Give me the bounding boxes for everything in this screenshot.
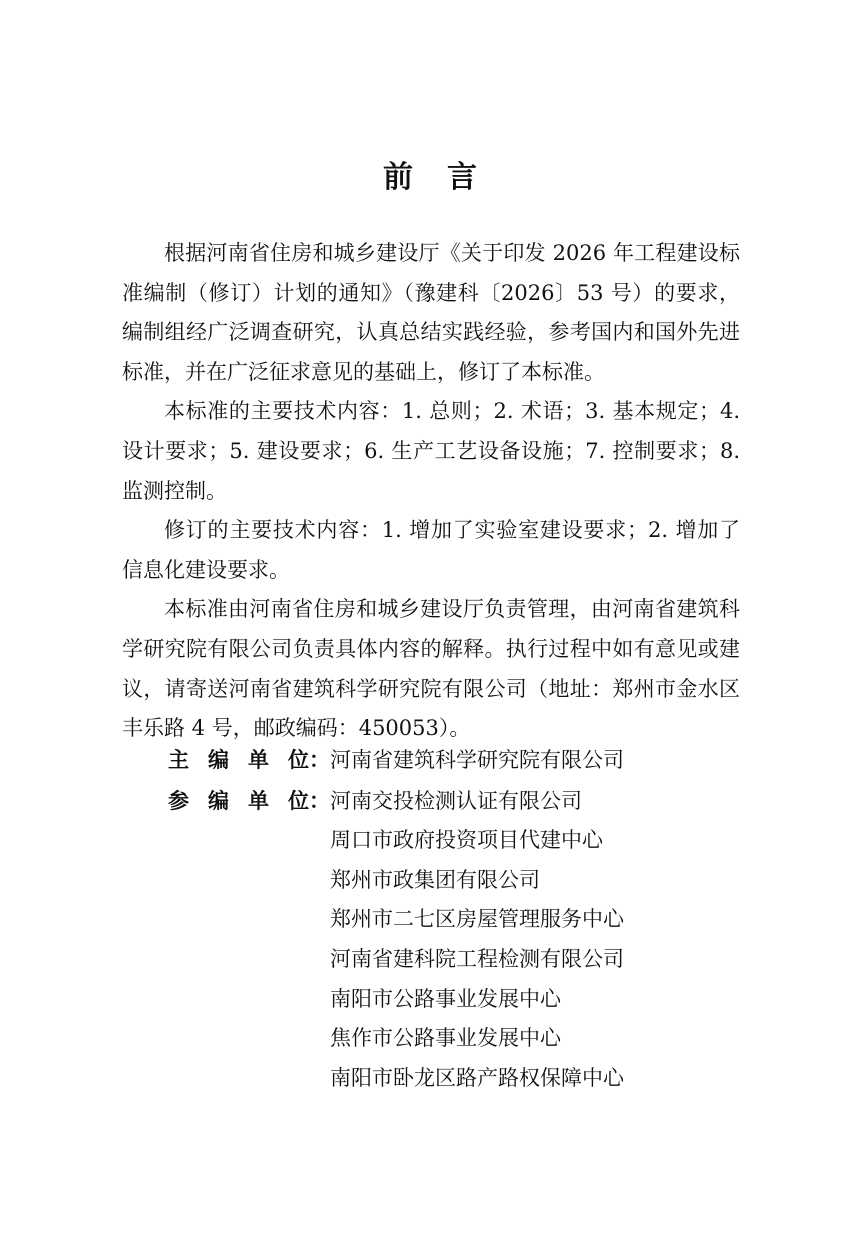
chief-unit-colon: ：: [309, 747, 330, 772]
participating-unit-name: 河南省建科院工程检测有限公司: [330, 946, 624, 971]
participating-unit-name: 河南交投检测认证有限公司: [330, 788, 582, 813]
chief-unit-name: 河南省建筑科学研究院有限公司: [330, 748, 624, 772]
chief-unit-label: 主 编 单 位: [168, 747, 309, 772]
participating-unit-name: 南阳市公路事业发展中心: [330, 986, 561, 1011]
participating-unit-label: 参 编 单 位: [168, 787, 309, 813]
participating-unit-name: 焦作市公路事业发展中心: [330, 1026, 561, 1051]
participating-unit-name: 南阳市卧龙区路产路权保障中心: [330, 1065, 624, 1090]
participating-unit-row: [122, 781, 740, 1099]
participating-unit-list: [330, 782, 624, 1099]
participating-unit-colon: ：: [309, 787, 330, 813]
paragraph-revision-content: 修订的主要技术内容：1. 增加了实验室建设要求；2. 增加了信息化建设要求。: [122, 518, 740, 582]
paragraph-main-content: 本标准的主要技术内容：1. 总则；2. 术语；3. 基本规定；4. 设计要求；5. 建设要求；6. 生产工艺设备设施；7. 控制要求；8. 监测控制。: [122, 399, 740, 503]
page-title: 前言: [383, 160, 511, 195]
preface-body: [122, 234, 740, 749]
paragraph-management: 本标准由河南省住房和城乡建设厅负责管理，由河南省建筑科学研究院有限公司负责具体内容的解释。执行过程中如有意见或建议，请寄送河南省建筑科学研究院有限公司（地址：郑州市金水区丰乐路 4 号，邮政编码：450053）。: [122, 597, 740, 741]
paragraph-basis: 根据河南省住房和城乡建设厅《关于印发 2026 年工程建设标准编制（修订）计划的通知》（豫建科〔2026〕53 号）的要求，编制组经广泛调查研究，认真总结实践经验，参考国内和国外先进标准，并在广泛征求意见的基础上，修订了本标准。: [122, 241, 740, 384]
participating-unit-name: 周口市政府投资项目代建中心: [330, 828, 603, 853]
chief-unit-row: [122, 740, 740, 781]
units-section: [122, 740, 740, 1098]
participating-unit-name: 郑州市二七区房屋管理服务中心: [330, 907, 624, 932]
participating-unit-name: 郑州市政集团有限公司: [330, 867, 540, 892]
chief-unit-list: [330, 741, 624, 781]
